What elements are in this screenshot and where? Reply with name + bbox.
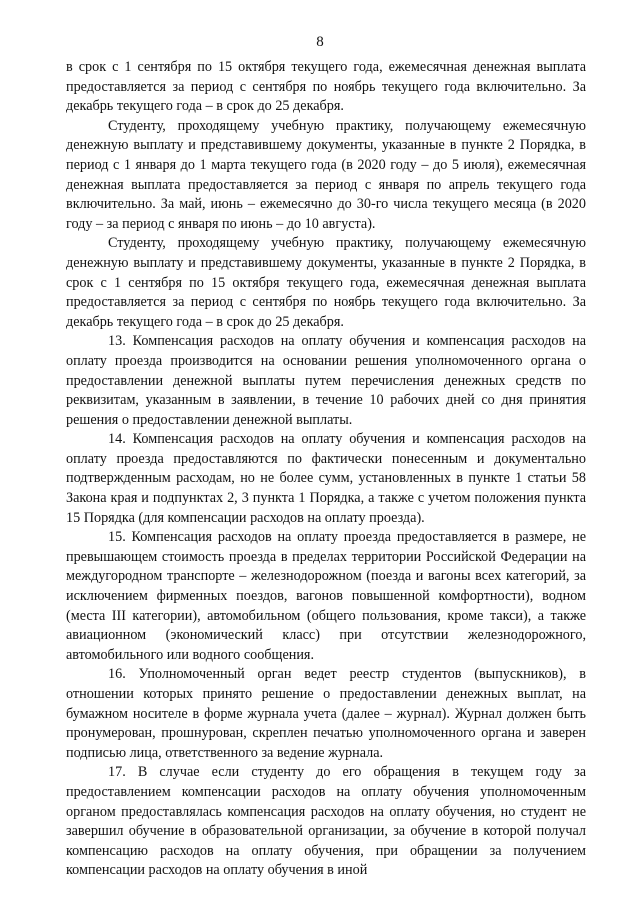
paragraph-item-13: 13. Компенсация расходов на оплату обучения и компенсация расходов на оплату проезда производится на основании решения уполномоченного органа о предоставлении денежной выплаты путем перечисления денежных средств по реквизитам, указанным в заявлении, в течение 10 рабочих дней со дня принятия решения о предоставлении денежной выплаты. — [66, 333, 586, 428]
paragraph-item-15: 15. Компенсация расходов на оплату проезда предоставляется в размере, не превышающем стоимость проезда в пределах территории Российской Федерации на междугородном транспорте – железнодорожном (поезда и вагоны всех категорий, за исключением фирменных поездов, вагонов повышенной комфортности), водном (места III категории), автомобильном (общего пользования, кроме такси), а также авиационном (экономический класс) при отсутствии железнодорожного, автомобильного или водного сообщения. — [66, 529, 586, 663]
paragraph-continuation: в срок с 1 сентября по 15 октября текущего года, ежемесячная денежная выплата предоставляется за период с сентября по ноябрь текущего года включительно. За декабрь текущего года – в срок до 25 декабря. — [66, 59, 586, 115]
paragraph-practice-january: Студенту, проходящему учебную практику, получающему ежемесячную денежную выплату и представившему документы, указанные в пункте 2 Порядка, в период с 1 января до 1 марта текущего года (в 2020 году – до 5 июля), ежемесячная денежная выплата предоставляется за период с января по апрель текущего года включительно. За май, июнь – ежемесячно до 30-го числа текущего месяца (в 2020 году – за период с января по июнь – до 10 августа). — [66, 117, 586, 232]
paragraph-item-14: 14. Компенсация расходов на оплату обучения и компенсация расходов на оплату проезда предоставляются по фактически понесенным и документально подтвержденным расходам, но не более сумм, установленных в пункте 1 статьи 58 Закона края и подпунктах 2, 3 пункта 1 Порядка, а также с учетом положения пункта 15 Порядка (для компенсации расходов на оплату проезда). — [66, 431, 586, 526]
paragraph-practice-september: Студенту, проходящему учебную практику, получающему ежемесячную денежную выплату и представившему документы, указанные в пункте 2 Порядка, в срок с 1 сентября по 15 октября текущего года, ежемесячная денежная выплата предоставляется за период с сентября по ноябрь текущего года включительно. За декабрь текущего года – в срок до 25 декабря. — [66, 235, 586, 330]
page-number: 8 — [316, 34, 324, 50]
document-body — [66, 58, 586, 881]
paragraph-item-17: 17. В случае если студенту до его обращения в текущем году за предоставлением компенсации расходов на оплату обучения уполномоченным органом предоставлялась компенсация расходов на оплату обучения, но студент не завершил обучение в образовательной организации, за обучение в которой получал компенсацию расходов на оплату обучения, при обращении за получением компенсации расходов на оплату обучения в иной — [66, 764, 586, 879]
paragraph-item-16: 16. Уполномоченный орган ведет реестр студентов (выпускников), в отношении которых принято решение о предоставлении денежных выплат, на бумажном носителе в форме журнала учета (далее – журнал). Журнал должен быть пронумерован, прошнурован, скреплен печатью уполномоченного органа и заверен подписью лица, ответственного за ведение журнала. — [66, 666, 586, 761]
